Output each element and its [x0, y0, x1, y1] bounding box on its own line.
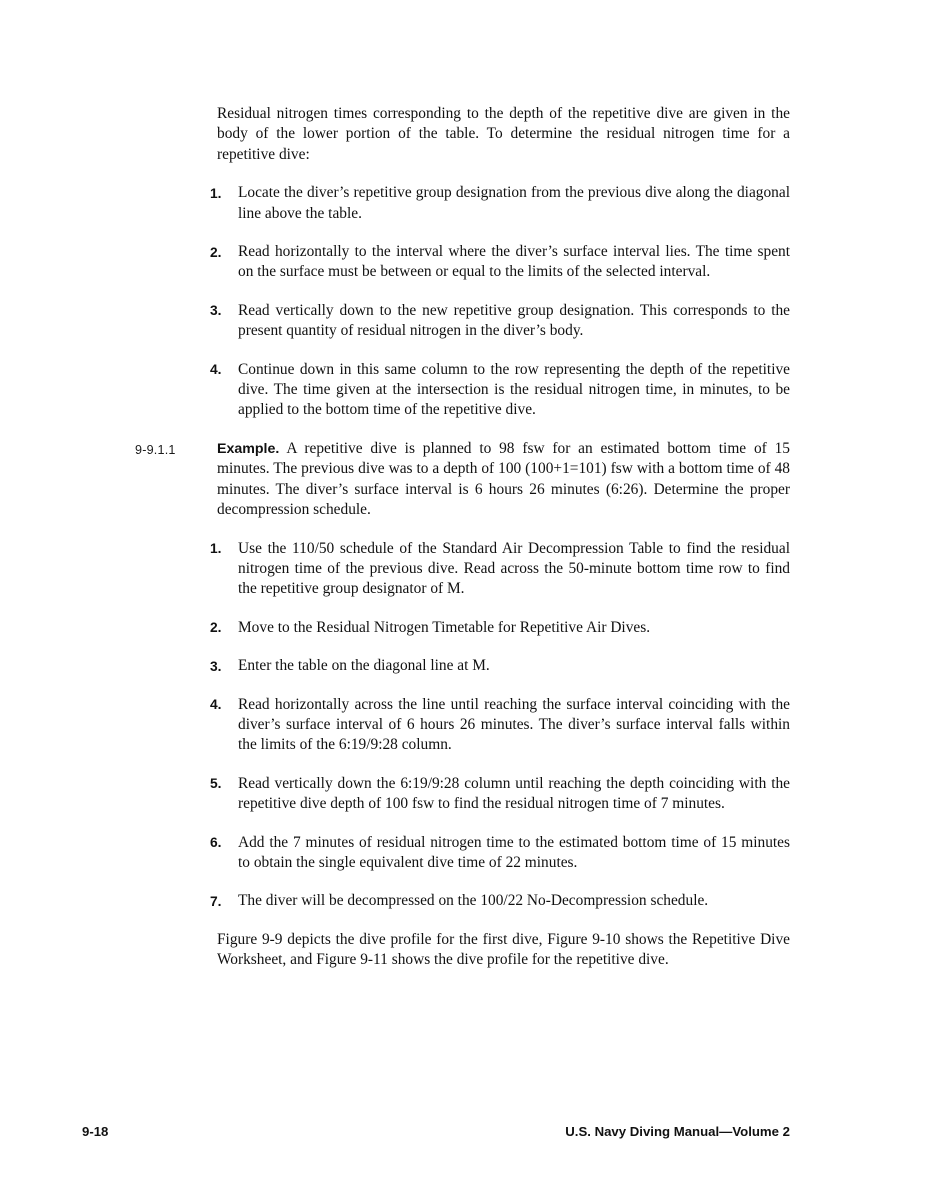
list-item-text: The diver will be decompressed on the 100/22 No-Decompression schedule.: [238, 892, 709, 910]
list-number: 6.: [210, 835, 222, 851]
footer-page-number: 9-18: [82, 1124, 109, 1139]
list-item: [210, 891, 790, 911]
list-item: [210, 695, 790, 756]
list-item-text: Locate the diver’s repetitive group designation from the previous dive along the diagonal line above the table.: [238, 184, 790, 222]
example-label: Example.: [217, 440, 280, 457]
footer-manual-title: U.S. Navy Diving Manual—Volume 2: [565, 1124, 790, 1139]
list-item-text: Read horizontally across the line until reaching the surface interval coinciding with the diver’s surface interval of 6 hours 26 minutes. The diver’s surface interval falls within the limits of the 6:19/9:28 column.: [238, 695, 790, 754]
list-number: 3.: [210, 303, 222, 319]
list-item: [210, 242, 790, 283]
list-number: 2.: [210, 244, 222, 260]
list-item: [210, 833, 790, 874]
list-item-text: Move to the Residual Nitrogen Timetable for Repetitive Air Dives.: [238, 618, 651, 636]
section-number: 9-9.1.1: [135, 443, 176, 458]
list-item: [210, 301, 790, 342]
list-item-text: Add the 7 minutes of residual nitrogen time to the estimated bottom time of 15 minutes to obtain the single equivalent dive time of 22 minutes.: [238, 833, 790, 871]
list-item-text: Use the 110/50 schedule of the Standard Air Decompression Table to find the residual nitrogen time of the previous dive. Read across the 50-minute bottom time row to find the repetitive group designator of M.: [238, 539, 790, 598]
page-body: [135, 104, 790, 989]
intro-paragraph: Residual nitrogen times corresponding to the depth of the repetitive dive are given in the body of the lower portion of the table. To determine the residual nitrogen time for a repetitive dive:: [217, 105, 790, 163]
list-item: [210, 618, 790, 638]
list-item-text: Read vertically down to the new repetitive group designation. This corresponds to the present quantity of residual nitrogen in the diver’s body.: [238, 301, 790, 340]
list-item: [210, 183, 790, 224]
example-steps-list: [210, 539, 790, 912]
list-number: 4.: [210, 362, 222, 378]
list-number: 2.: [210, 620, 222, 636]
page-footer: [82, 1124, 790, 1139]
closing-paragraph: Figure 9-9 depicts the dive profile for the first dive, Figure 9-10 shows the Repetitive Dive Worksheet, and Figure 9-11 shows the dive profile for the repetitive dive.: [217, 930, 790, 969]
list-item-text: Continue down in this same column to the row representing the depth of the repetitive dive. The time given at the intersection is the residual nitrogen time, in minutes, to be applied to the bottom time of the repetitive dive.: [238, 360, 790, 419]
list-number: 3.: [210, 658, 222, 674]
list-number: 1.: [210, 185, 222, 201]
list-number: 5.: [210, 776, 222, 792]
list-number: 1.: [210, 541, 222, 556]
reading-steps-list: [210, 183, 790, 421]
list-number: 7.: [210, 893, 222, 909]
list-item-text: Enter the table on the diagonal line at M.: [238, 657, 490, 675]
list-item-text: Read horizontally to the interval where the diver’s surface interval lies. The time spent on the surface must be between or equal to the limits of the selected interval.: [238, 243, 790, 281]
list-item: [210, 539, 790, 600]
list-number: 4.: [210, 697, 222, 713]
list-item: [210, 774, 790, 815]
example-text: A repetitive dive is planned to 98 fsw for an estimated bottom time of 15 minutes. The previous dive was to a depth of 100 (100+1=101) fsw with a bottom time of 48 minutes. The diver’s surface interval is 6 hours 26 minutes (6:26). Determine the proper decompression schedule.: [217, 439, 790, 519]
list-item: [210, 360, 790, 421]
example-section: [135, 439, 790, 521]
list-item: [210, 656, 790, 676]
list-item-text: Read vertically down the 6:19/9:28 column until reaching the depth coinciding with the repetitive dive depth of 100 fsw to find the residual nitrogen time of 7 minutes.: [238, 774, 790, 813]
example-paragraph: [217, 439, 790, 521]
